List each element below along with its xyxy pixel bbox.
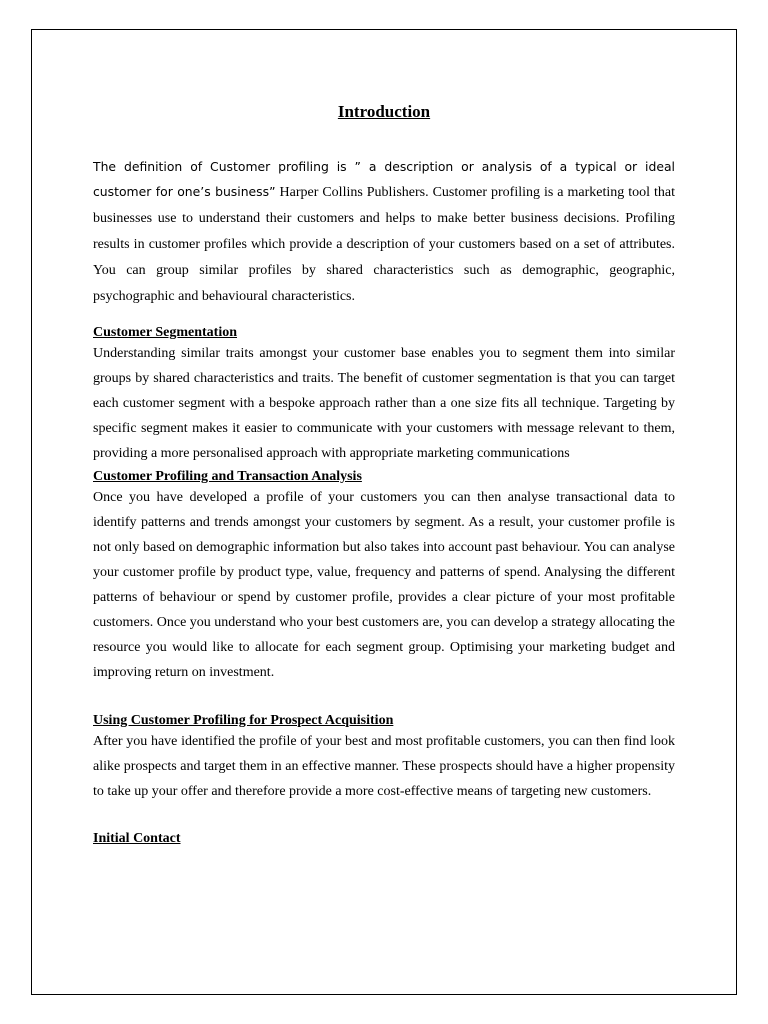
page-title: Introduction [337,102,431,121]
section-heading: Initial Contact [93,831,181,846]
intro-paragraph [93,154,675,309]
document-body [93,100,675,847]
section-prospect-acquisition [93,712,675,804]
spacer [93,685,675,712]
section-body: Understanding similar traits amongst your customer base enables you to segment them into similar groups by shared characteristics and traits. The benefit of customer segmentation is that you can target each customer segment with a bespoke approach rather than a one size fits all technique. Targeting by specific segment makes it easier to communicate with your customers with message relevant to them, providing a more personalised approach with appropriate marketing communications [93,346,675,461]
intro-body-text: Harper Collins Publishers. Customer profiling is a marketing tool that businesses use to understand their customers and helps to make better business decisions. Profiling results in customer profiles which provide a description of your customers based on a set of attributes. You can group similar profiles by shared characteristics such as demographic, geographic, psychographic and behavioural characteristics. [93,185,675,304]
section-heading: Customer Segmentation [93,325,238,340]
section-customer-segmentation [93,324,675,466]
section-heading: Using Customer Profiling for Prospect Acquisition [93,713,394,728]
section-initial-contact [93,830,675,847]
section-body: After you have identified the profile of your best and most profitable customers, you can then find look alike prospects and target them in an effective manner. These prospects should have a higher propensity to take up your offer and therefore provide a more cost-effective means of targeting new customers. [93,734,675,799]
section-heading: Customer Profiling and Transaction Analysis [93,469,362,484]
intro-definition-text: The definition of Customer profiling is ” a description or analysis of a typical or ideal customer for one’s business” [93,159,675,199]
section-body: Once you have developed a profile of your customers you can then analyse transactional data to identify patterns and trends amongst your customers by segment. As a result, your customer profile is not only based on demographic information but also takes into account past behaviour. You can analyse your customer profile by product type, value, frequency and patterns of spend. Analysing the different patterns of behaviour or spend by customer profile, provides a clear picture of your most profitable customers. Once you understand who your best customers are, you can develop a strategy allocating the resource you would like to allocate for each segment group. Optimising your marketing budget and improving return on investment. [93,490,675,680]
section-transaction-analysis [93,468,675,685]
spacer [93,309,675,324]
spacer [93,804,675,830]
